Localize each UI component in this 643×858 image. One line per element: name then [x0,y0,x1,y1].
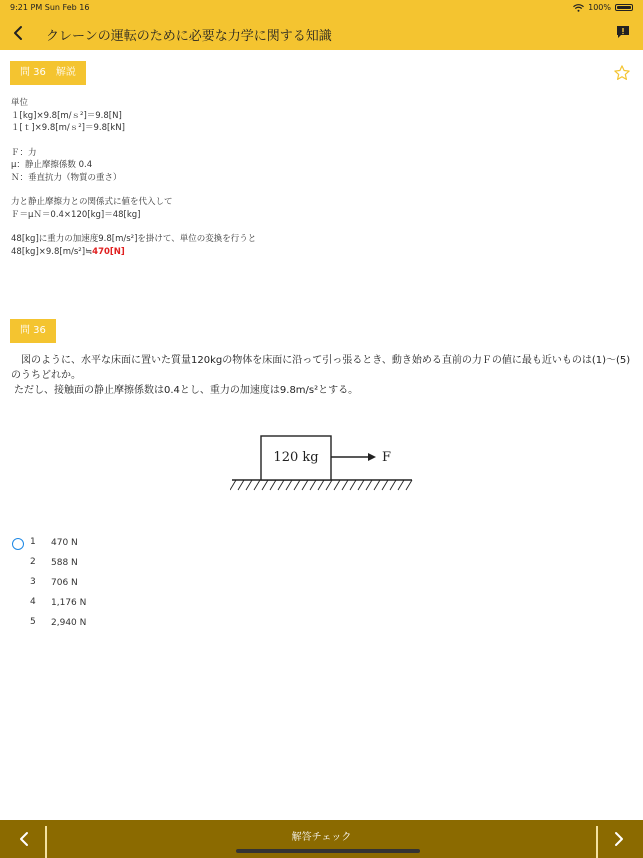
result-answer: 470[N] [92,246,125,257]
choice-value: 706 N [51,578,78,588]
unit-line: １[ｔ]×9.8[m/ｓ²]＝9.8[kN] [11,123,125,133]
home-indicator [236,849,420,853]
star-icon [613,64,631,82]
formula-line: Ｆ＝μＮ＝0.4×120[kg]＝48[kg] [11,209,141,220]
result-prefix: 48[kg]×9.8[m/s²]≒ [11,246,93,257]
next-button[interactable] [607,828,631,850]
previous-button[interactable] [12,828,36,850]
choice-value: 470 N [51,538,78,548]
choice-1[interactable] [10,534,310,554]
symbol-line: Ｆ：力 [11,147,37,158]
choice-3[interactable] [10,574,310,594]
explanation-text [11,97,256,270]
choice-value: 1,176 N [51,598,87,608]
battery-percent: 100% [588,3,611,12]
result-line [11,246,256,259]
question-text [11,353,631,398]
question-badge: 問 36 [10,319,56,343]
arrowhead-icon [368,453,376,461]
back-button[interactable] [8,22,28,44]
symbol-section [11,147,256,185]
footer-divider [45,826,47,858]
explanation-badge: 問 36 解説 [10,61,86,85]
answer-choices [10,534,310,634]
wifi-icon [573,4,584,12]
app-header [0,0,643,50]
choice-number: 2 [30,557,36,567]
choice-2[interactable] [10,554,310,574]
radio-circle-icon[interactable] [12,538,24,550]
chevron-left-icon [19,831,29,847]
report-button[interactable] [615,24,633,42]
report-icon [615,24,631,40]
result-line: 48[kg]に重力の加速度9.8[m/s²]を掛けて、単位の変換を行うと [11,234,257,244]
answer-check-button[interactable]: 解答チェック [291,832,352,843]
formula-line: 力と静止摩擦力との関係式に値を代入して [11,197,173,207]
result-section [11,233,256,258]
floor-hatching [230,480,412,490]
battery-icon [615,4,633,11]
question-condition: ただし、接触面の静止摩擦係数は0.4とし、重力の加速度は9.8m/s²とする。 [14,385,359,396]
status-indicators [573,3,633,12]
back-chevron-icon [13,25,23,41]
symbol-line: Ｎ：垂直抗力（物質の重さ） [11,172,122,183]
formula-section [11,196,256,221]
choice-number: 5 [30,617,36,627]
choice-value: 2,940 N [51,618,87,628]
choice-5[interactable] [10,614,310,634]
choice-4[interactable] [10,594,310,614]
unit-title: 単位 [11,98,29,108]
unit-section [11,97,256,135]
choice-number: 3 [30,577,36,587]
unit-line: １[kg]×9.8[m/ｓ²]＝9.8[N] [11,110,122,121]
footer-divider [596,826,598,858]
symbol-line: μ：静止摩擦係数 0.4 [11,160,93,170]
status-time: 9:21 PM Sun Feb 16 [10,3,90,12]
chevron-right-icon [614,831,624,847]
page-title: クレーンの運転のために必要な力学に関する知識 [46,29,332,44]
question-body: 図のように、水平な床面に置いた質量120kgの物体を床面に沿って引っ張るとき、動き始める直前の力Ｆの値に最も近いものは(1)〜(5)のうちどれか。 [11,355,631,381]
force-label: F [382,450,392,465]
friction-figure [230,428,414,496]
mass-label: 120 kg [273,450,319,465]
choice-number: 1 [30,537,36,547]
choice-value: 588 N [51,558,78,568]
choice-number: 4 [30,597,36,607]
bookmark-button[interactable] [613,64,631,82]
